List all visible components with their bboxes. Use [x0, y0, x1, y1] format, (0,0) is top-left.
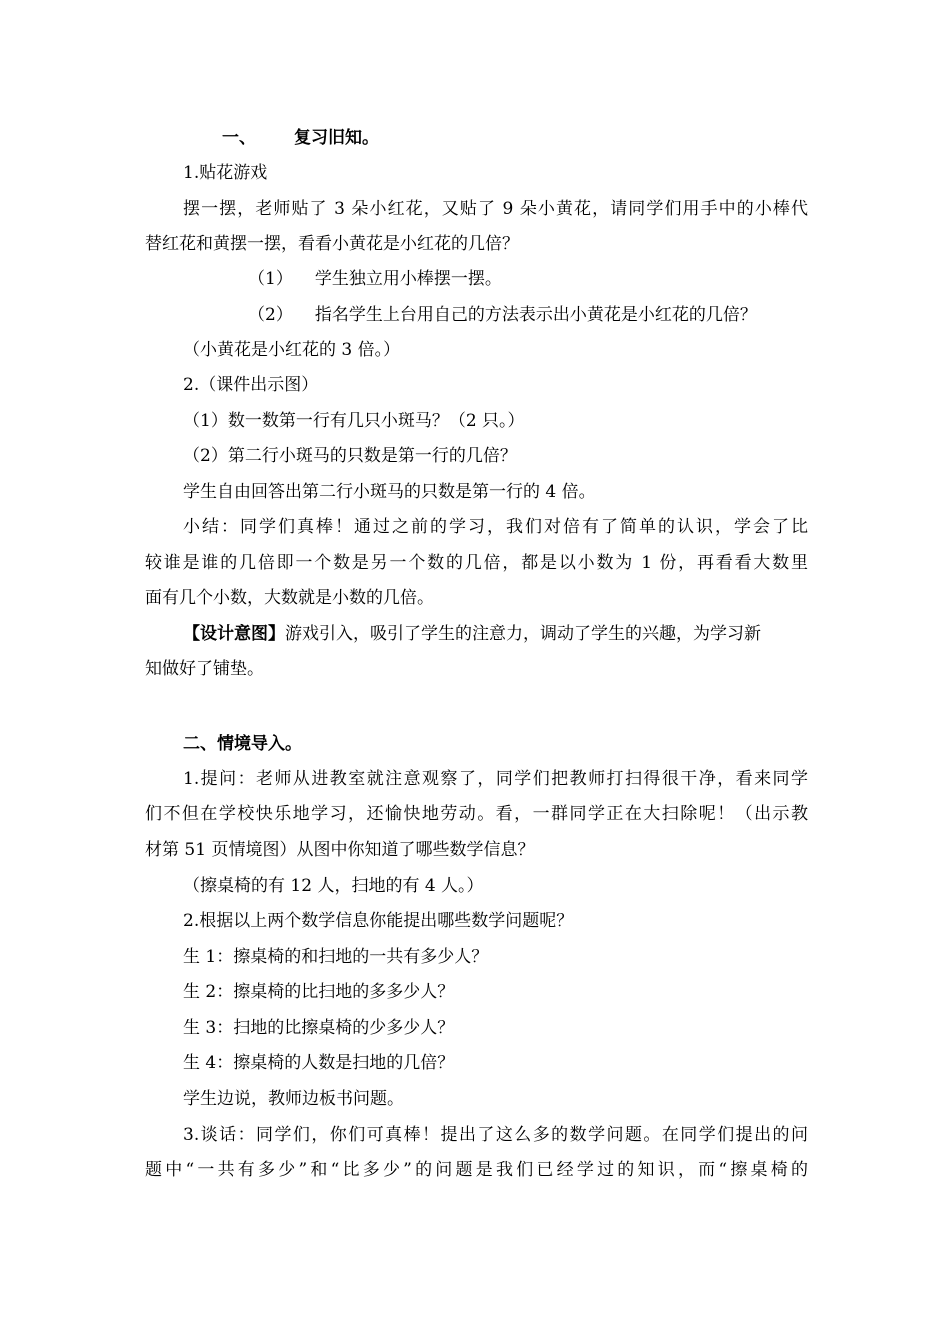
section1-heading-number: 一、 [222, 128, 256, 148]
student-answer-1: 生 1：擦桌椅的和扫地的一共有多少人？ [183, 947, 489, 967]
section1-heading [222, 127, 379, 149]
section2-heading: 二、情境导入。 [183, 734, 302, 754]
summary-line3: 面有几个小数，大数就是小数的几倍。 [145, 588, 434, 608]
design-intent-line2: 知做好了铺垫。 [145, 659, 264, 679]
question2: （2）第二行小斑马的只数是第一行的几倍？ [183, 446, 517, 466]
prompt-line2: 们不但在学校快乐地学习，还愉快地劳动。看，一群同学正在大扫除呢！（出示教 [145, 804, 808, 824]
student-answer-2: 生 2：擦桌椅的比扫地的多多少人？ [183, 982, 455, 1002]
summary-line1: 小结：同学们真棒！通过之前的学习，我们对倍有了简单的认识，学会了比 [183, 517, 808, 537]
item2-title: 2.（课件出示图） [183, 375, 319, 395]
summary-line2: 较谁是谁的几倍即一个数是另一个数的几倍，都是以小数为 1 份，再看看大数里 [145, 553, 808, 573]
sub-item-1 [248, 268, 502, 290]
talk-line2: 题中“一共有多少”和“比多少”的问题是我们已经学过的知识，而“擦桌椅的 [145, 1160, 808, 1180]
para1-line2: 替红花和黄摆一摆，看看小黄花是小红花的几倍？ [145, 234, 519, 254]
board-note: 学生边说，教师边板书问题。 [183, 1089, 404, 1109]
prompt-line3: 材第 51 页情境图）从图中你知道了哪些数学信息？ [145, 840, 535, 860]
student-answer-4: 生 4：擦桌椅的人数是扫地的几倍？ [183, 1053, 455, 1073]
info-statement: （擦桌椅的有 12 人，扫地的有 4 人。） [183, 876, 484, 896]
sub-item-2-number: （2） [248, 305, 293, 325]
answer2: 学生自由回答出第二行小斑马的只数是第一行的 4 倍。 [183, 482, 596, 502]
talk-line1: 3.谈话：同学们，你们可真棒！提出了这么多的数学问题。在同学们提出的问 [183, 1125, 808, 1145]
design-intent-line1 [183, 623, 808, 645]
item1-title: 1.贴花游戏 [183, 163, 268, 183]
sub-item-1-number: （1） [248, 269, 293, 289]
student-answer-3: 生 3：扫地的比擦桌椅的少多少人？ [183, 1018, 455, 1038]
section1-heading-text: 复习旧知。 [294, 128, 379, 148]
para1-line1: 摆一摆，老师贴了 3 朵小红花，又贴了 9 朵小黄花，请同学们用手中的小棒代 [183, 199, 808, 219]
prompt-line1: 1.提问：老师从进教室就注意观察了，同学们把教师打扫得很干净，看来同学 [183, 769, 808, 789]
design-intent-label: 【设计意图】 [183, 624, 285, 644]
question1: （1）数一数第一行有几只小斑马？（2 只。） [183, 411, 525, 431]
sub-item-2 [248, 304, 757, 326]
sub-item-1-text: 学生独立用小棒摆一摆。 [314, 269, 502, 289]
answer1: （小黄花是小红花的 3 倍。） [183, 340, 401, 360]
sub-item-2-text: 指名学生上台用自己的方法表示出小黄花是小红花的几倍？ [314, 305, 757, 325]
design-intent-text: 游戏引入，吸引了学生的注意力，调动了学生的兴趣，为学习新 [285, 624, 761, 644]
question-prompt: 2.根据以上两个数学信息你能提出哪些数学问题呢？ [183, 911, 574, 931]
